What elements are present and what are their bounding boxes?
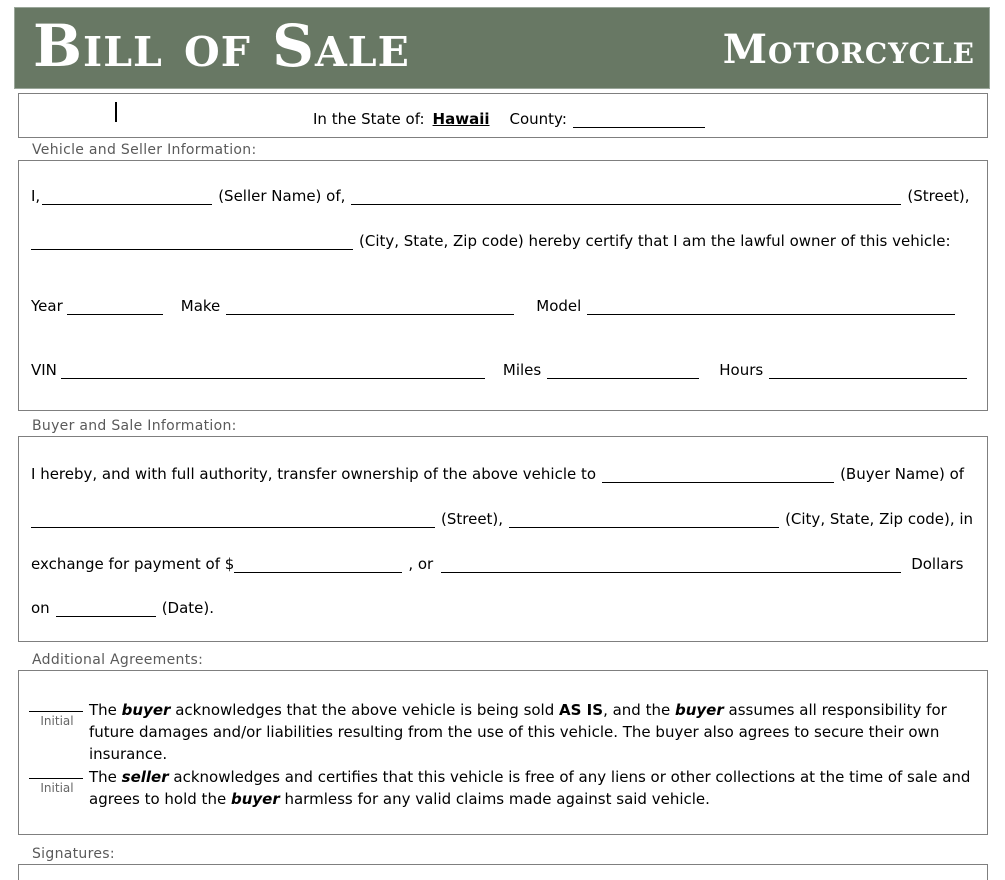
buyer-street-label: (Street), [441, 510, 504, 528]
i-label: I, [31, 187, 41, 205]
city-label: (City, State, Zip code) hereby certify that I am the lawful owner of this vehicle: [359, 232, 951, 250]
buyer-city-field[interactable] [509, 513, 779, 528]
state-value[interactable]: Hawaii [432, 110, 490, 128]
initial-label: Initial [40, 714, 74, 728]
text-cursor [115, 102, 117, 122]
vehicle-seller-box [18, 160, 988, 411]
county-field[interactable] [573, 113, 705, 128]
or-label: , or [408, 555, 434, 573]
buyer-name-field[interactable] [602, 468, 834, 483]
county-label: County: [509, 110, 567, 128]
document-subtitle: Motorcycle [722, 26, 975, 73]
payment-words-field[interactable] [441, 558, 901, 573]
vehicle-seller-heading: Vehicle and Seller Information: [32, 142, 257, 158]
hours-label: Hours [719, 361, 764, 379]
seller-street-field[interactable] [351, 190, 901, 205]
miles-field[interactable] [547, 364, 699, 379]
date-label: (Date). [161, 599, 215, 617]
agreements-box [18, 670, 988, 835]
additional-heading: Additional Agreements: [32, 652, 204, 668]
buyer-agreement-text: The buyer acknowledges that the above vehicle is being sold AS IS, and the buyer assumes all responsibility for future damages and/or liabilities resulting from the use of this vehicle. The buyer also agrees to secure their own insurance. [89, 701, 947, 763]
street-label: (Street), [907, 187, 970, 205]
model-field[interactable] [587, 300, 955, 315]
buyer-street-field[interactable] [31, 513, 435, 528]
buyer-agreement [29, 697, 979, 763]
state-label: In the State of: [313, 110, 425, 128]
sale-date-field[interactable] [56, 602, 156, 617]
year-field[interactable] [67, 300, 163, 315]
location-box [18, 93, 988, 138]
on-label: on [31, 599, 50, 617]
seller-agreement-text: The seller acknowledges and certifies that this vehicle is free of any liens or other collections at the time of sale and agrees to hold the buyer harmless for any valid claims made against said vehicle. [89, 768, 971, 808]
seller-agreement [29, 764, 979, 810]
buyer-initial-field[interactable] [29, 697, 83, 712]
document-title: Bill of Sale [33, 12, 410, 80]
make-field[interactable] [226, 300, 514, 315]
buyer-sale-heading: Buyer and Sale Information: [32, 418, 237, 434]
hours-field[interactable] [769, 364, 967, 379]
payment-amount-field[interactable] [234, 558, 402, 573]
seller-initial-field[interactable] [29, 764, 83, 779]
buyer-name-label: (Buyer Name) of [840, 465, 965, 483]
initial-label: Initial [40, 781, 74, 795]
title-banner [14, 7, 990, 89]
vin-field[interactable] [61, 364, 485, 379]
signatures-heading: Signatures: [32, 846, 115, 862]
seller-city-field[interactable] [31, 235, 353, 250]
model-label: Model [536, 297, 582, 315]
make-label: Make [180, 297, 221, 315]
miles-label: Miles [502, 361, 542, 379]
transfer-text: I hereby, and with full authority, transfer ownership of the above vehicle to [31, 465, 597, 483]
dollars-label: Dollars [911, 555, 964, 573]
vin-label: VIN [31, 361, 57, 379]
payment-label: exchange for payment of $ [31, 555, 235, 573]
year-label: Year [31, 297, 63, 315]
buyer-city-label: (City, State, Zip code), in [785, 510, 974, 528]
seller-name-field[interactable] [42, 190, 212, 205]
buyer-sale-box [18, 436, 988, 642]
seller-name-label: (Seller Name) of, [218, 187, 346, 205]
signatures-box [18, 864, 988, 880]
